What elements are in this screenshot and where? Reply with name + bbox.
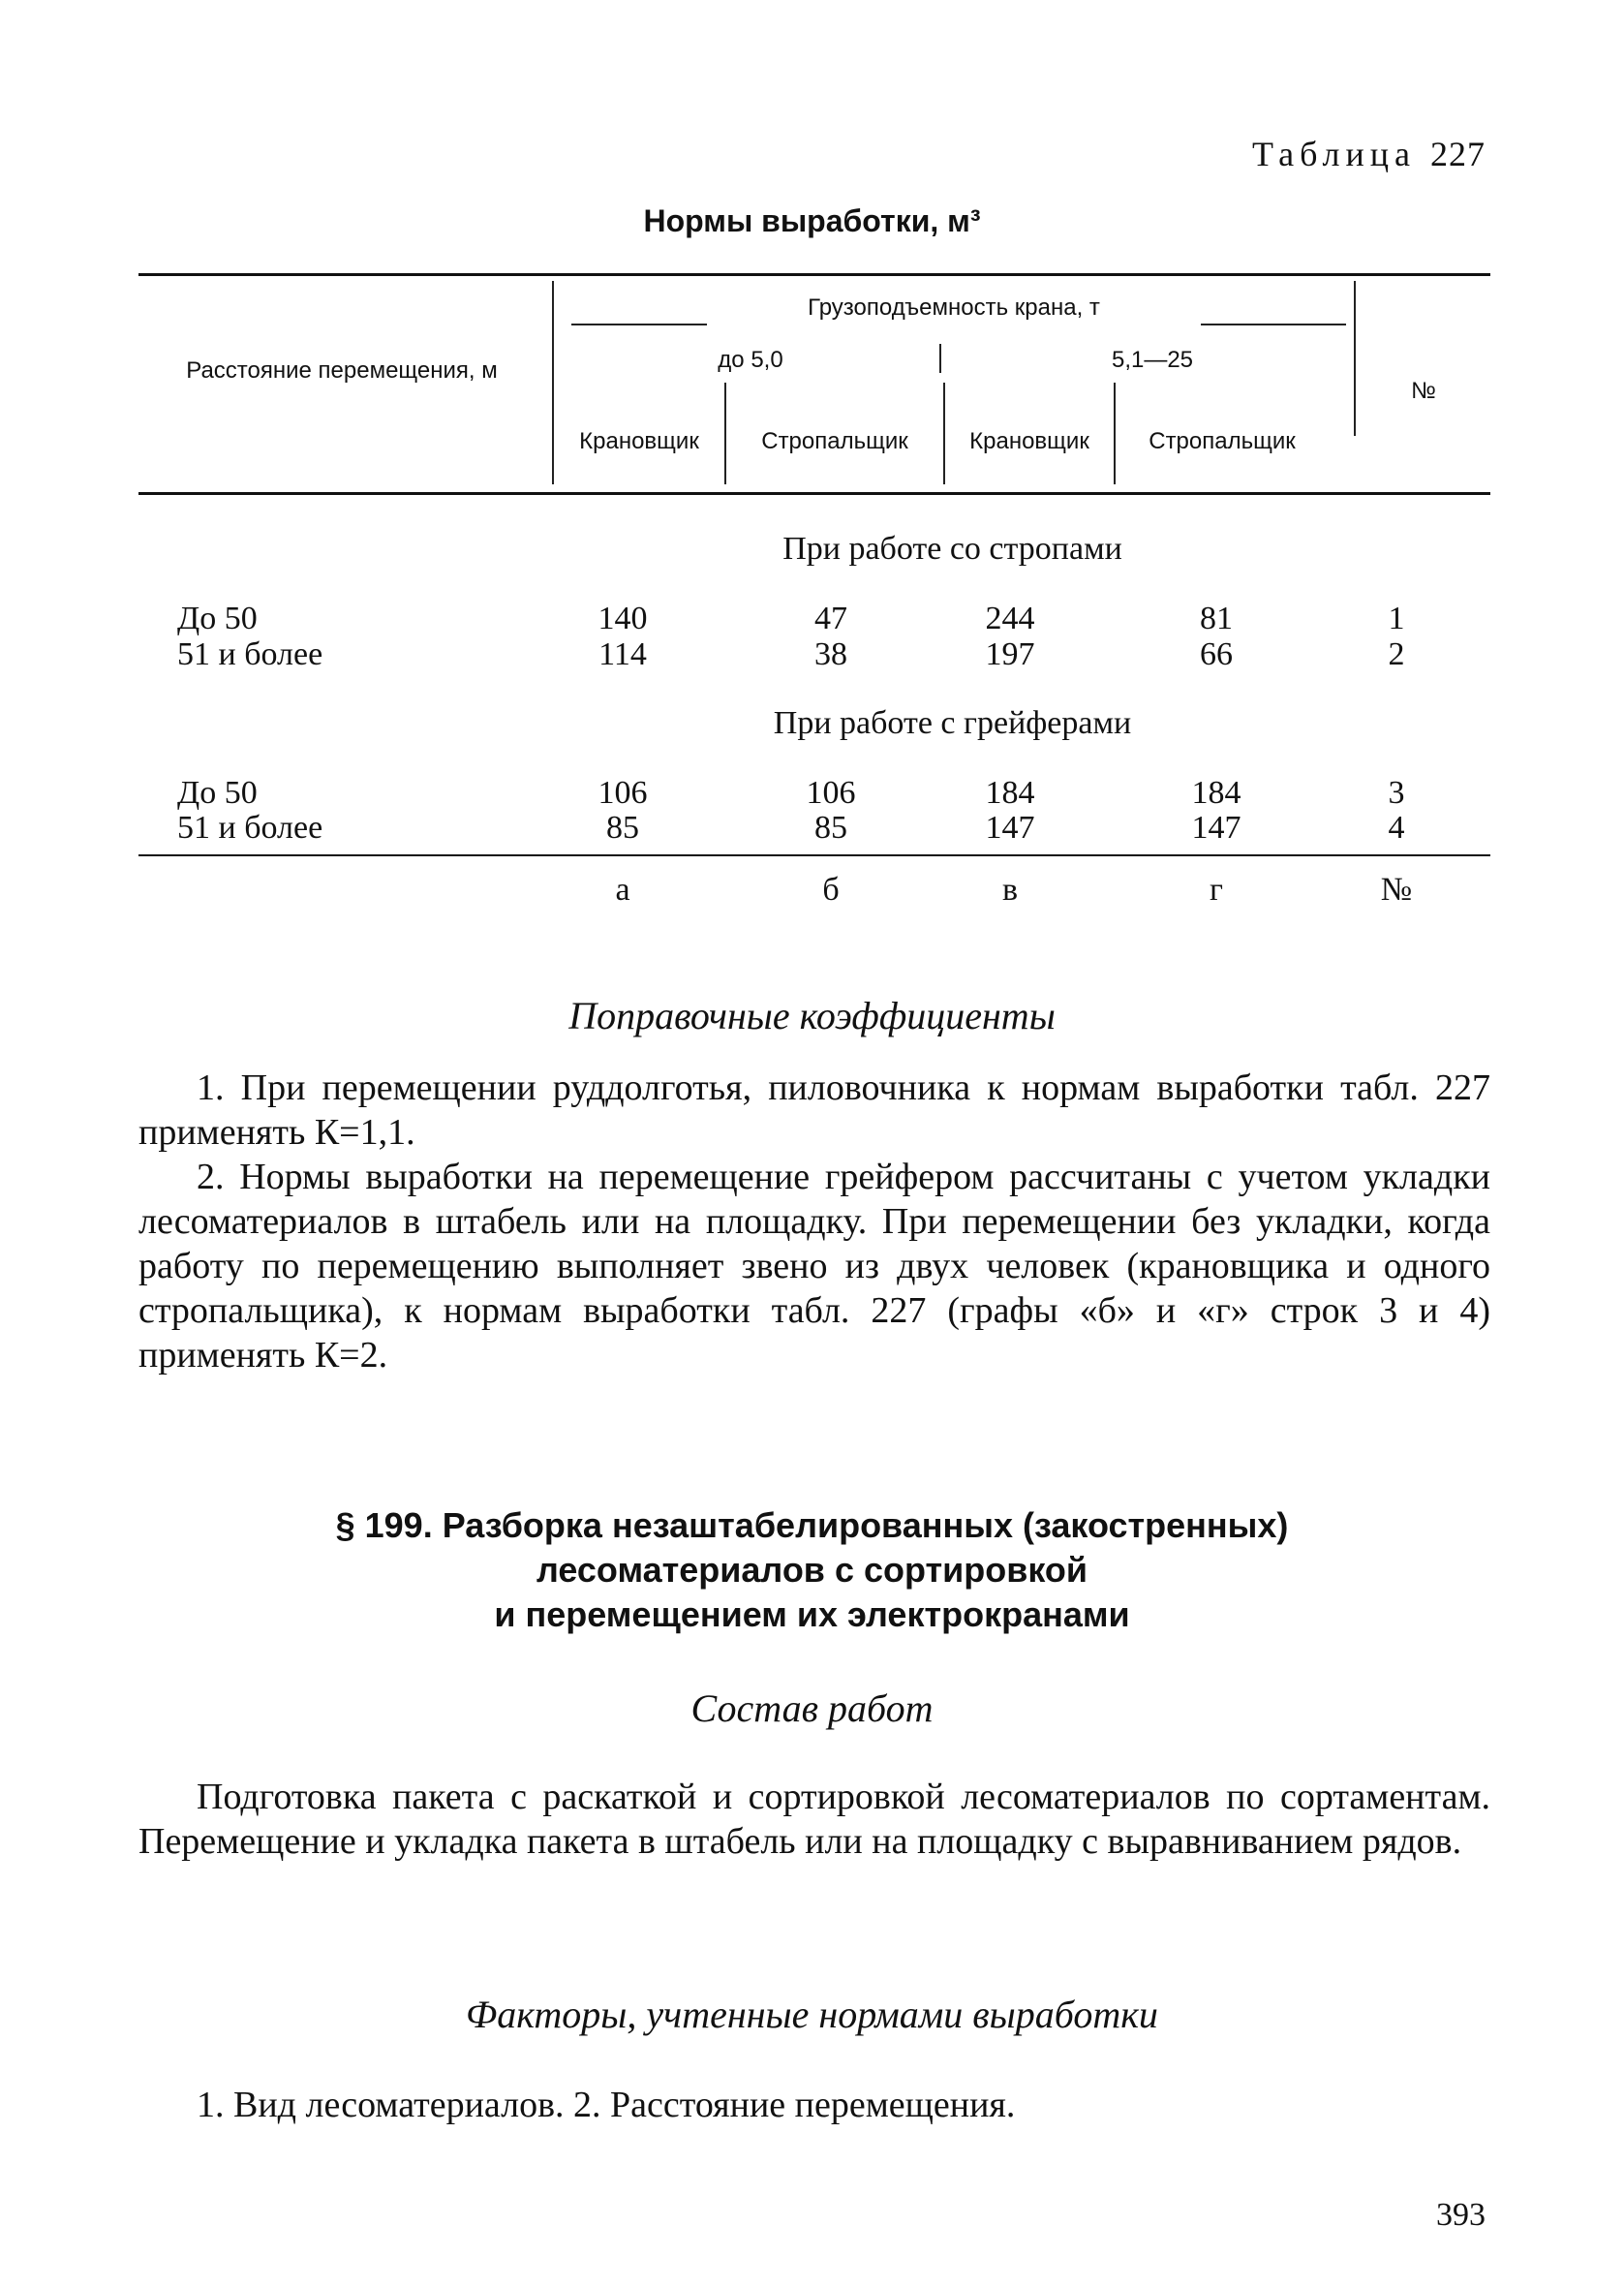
factors-text: 1. Вид лесоматериалов. 2. Расстояние перемещения.: [197, 2085, 1016, 2125]
footer-letter: б: [822, 872, 840, 908]
factors-title: Факторы, учтенные нормами выработки: [466, 1993, 1158, 2036]
table-label-word: Таблица: [1252, 135, 1416, 173]
footer-no: №: [1380, 872, 1413, 908]
role-3: Крановщик: [969, 428, 1089, 454]
role-4: Стропальщик: [1149, 428, 1296, 454]
subgroup-1: до 5,0: [718, 347, 783, 373]
row-number: 4: [1388, 810, 1405, 846]
table-cell: 106: [598, 775, 648, 811]
group-header-line-right: [1201, 324, 1346, 325]
page-number: 393: [1436, 2197, 1486, 2233]
role-2: Стропальщик: [761, 428, 908, 454]
subgroup-divider: [939, 344, 941, 373]
subgroup-2: 5,1—25: [1111, 347, 1194, 373]
section-heading-line-1: § 199. Разборка незаштабелированных (закостренных): [335, 1505, 1289, 1545]
col-no-header: №: [1411, 378, 1436, 404]
table-cell: 47: [814, 601, 847, 636]
table-label-number: 227: [1430, 135, 1486, 173]
group-header-line-left: [571, 324, 707, 325]
row-label: 51 и более: [177, 810, 323, 846]
row-number: 1: [1388, 601, 1405, 636]
section-heading-line-3: и перемещением их электрокранами: [494, 1594, 1130, 1634]
composition-title: Состав работ: [690, 1686, 934, 1730]
table-cell: 147: [1191, 810, 1241, 846]
group-header: Грузоподъемность крана, т: [808, 294, 1100, 321]
table-cell: 147: [985, 810, 1035, 846]
table-cell: 66: [1200, 636, 1233, 672]
table-cell: 81: [1200, 601, 1233, 636]
table-title: Нормы выработки, м³: [643, 203, 981, 238]
table-cell: 197: [985, 636, 1035, 672]
table-cell: 85: [814, 810, 847, 846]
table-cell: 85: [606, 810, 639, 846]
row-number: 3: [1388, 775, 1405, 811]
footer-letter: а: [615, 872, 630, 908]
table-cell: 244: [985, 601, 1035, 636]
composition-text: Подготовка пакета с раскаткой и сортировкой лесоматериалов по сортаментам. Перемещение и укладка пакета в штабель или на площадку с выравниванием рядов.: [138, 1777, 1490, 1862]
table-top-rule: [138, 273, 1490, 276]
row-label: 51 и более: [177, 636, 323, 672]
footer-letter: г: [1210, 872, 1223, 908]
footer-letter: в: [1001, 872, 1019, 908]
section-heading-line-2: лесоматериалов с сортировкой: [536, 1550, 1088, 1590]
table-cell: 38: [814, 636, 847, 672]
row-number: 2: [1388, 636, 1405, 672]
table-cell: 184: [1191, 775, 1241, 811]
corrections-title: Поправочные коэффициенты: [568, 994, 1056, 1037]
row-label: До 50: [177, 775, 258, 811]
role-1: Крановщик: [579, 428, 699, 454]
row-label: До 50: [177, 601, 258, 636]
correction-item-2: 2. Нормы выработки на перемещение грейфером рассчитаны с учетом укладки лесоматериалов в штабель или на площадку. При перемещении без укладки, когда работу по перемещению выполняет звено из двух человек (крановщика и одного стропальщика), к нормам выработки табл. 227 (графы «б» и «г» строк 3 и 4) применять К=2.: [138, 1157, 1490, 1376]
table-cell: 184: [985, 775, 1035, 811]
table-bottom-rule: [138, 854, 1490, 856]
table-cell: 140: [598, 601, 648, 636]
section-title-slings: При работе со стропами: [782, 531, 1122, 567]
header-bottom-rule: [138, 492, 1490, 495]
table-cell: 114: [598, 636, 647, 672]
section-title-grabs: При работе с грейферами: [773, 705, 1132, 741]
table-label: [1252, 134, 1486, 174]
col-distance-header: Расстояние перемещения, м: [186, 357, 498, 384]
correction-item-1: 1. При перемещении руддолготья, пиловочника к нормам выработки табл. 227 применять К=1,1.: [138, 1067, 1490, 1153]
table-cell: 106: [806, 775, 856, 811]
